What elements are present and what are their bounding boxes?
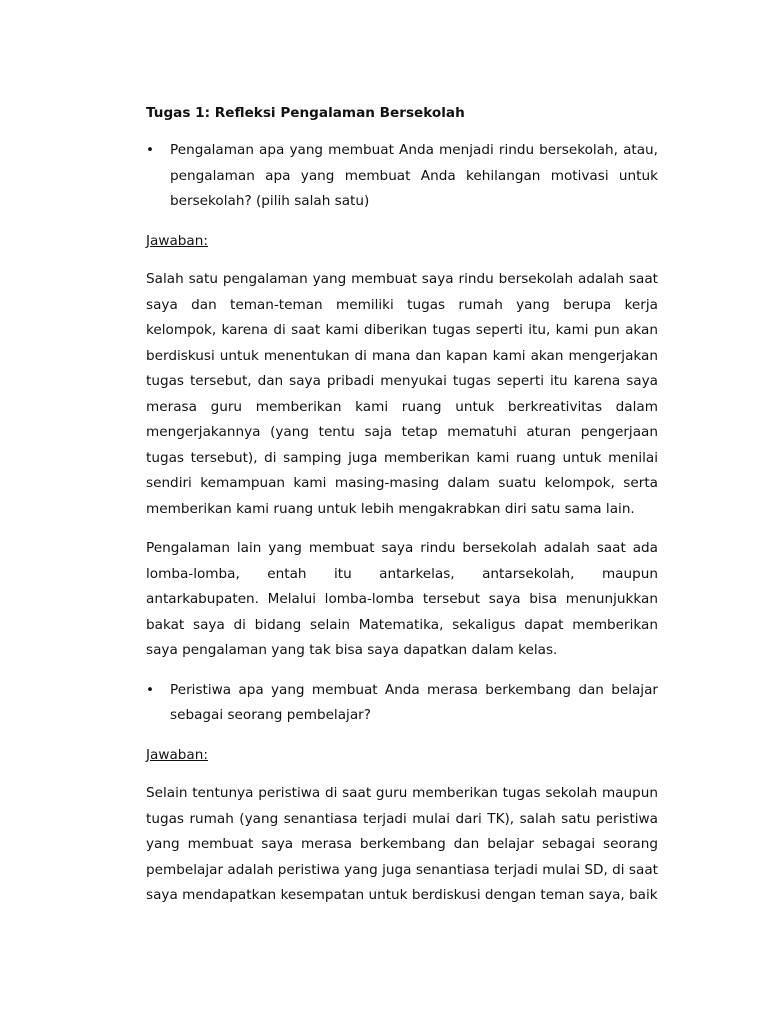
question-1-text: Pengalaman apa yang membuat Anda menjadi rindu bersekolah, atau, pengalaman apa yang membuat Anda kehilangan motivasi untuk bersekolah? (pilih salah satu) [170, 142, 658, 209]
question-1 [146, 138, 658, 215]
answer-1-paragraph-2: Pengalaman lain yang membuat saya rindu bersekolah adalah saat ada lomba-lomba, entah itu antarkelas, antarsekolah, maupun antarkabupaten. Melalui lomba-lomba tersebut saya bisa menunjukkan bakat saya di bidang selain Matematika, sekaligus dapat memberikan saya pengalaman yang tak bisa saya dapatkan dalam kelas. [146, 540, 658, 658]
question-2-text: Peristiwa apa yang membuat Anda merasa berkembang dan belajar sebagai seorang pembelajar? [170, 681, 658, 723]
document-title: Tugas 1: Refleksi Pengalaman Bersekolah [146, 105, 465, 121]
answer-1-paragraph-1: Salah satu pengalaman yang membuat saya rindu bersekolah adalah saat saya dan teman-teman memiliki tugas rumah yang berupa kerja kelompok, karena di saat kami diberikan tugas seperti itu, kami pun akan berdiskusi untuk menentukan di mana dan kapan kami akan mengerjakan tugas tersebut, dan saya pribadi menyukai tugas seperti itu karena saya merasa guru memberikan kami ruang untuk berkreativitas dalam mengerjakannya (yang tentu saja tetap mematuhi aturan pengerjaan tugas tersebut), di samping juga memberikan kami ruang untuk menilai sendiri kemampuan kami masing-masing dalam suatu kelompok, serta memberikan kami ruang untuk lebih mengakrabkan diri satu sama lain. [146, 271, 658, 517]
document-content [146, 103, 658, 909]
answer-1-label: Jawaban: [146, 232, 208, 249]
bullet-icon: • [146, 142, 155, 158]
answer-2-paragraph-1: Selain tentunya peristiwa di saat guru memberikan tugas sekolah maupun tugas rumah (yang senantiasa terjadi mulai dari TK), salah satu peristiwa yang membuat saya merasa berkembang dan belajar sebagai seorang pembelajar adalah peristiwa yang juga senantiasa terjadi mulai SD, di saat saya mendapatkan kesempatan untuk berdiskusi dengan teman saya, baik [146, 785, 658, 903]
question-2 [146, 678, 658, 729]
answer-2-label: Jawaban: [146, 746, 208, 763]
bullet-icon: • [146, 681, 155, 698]
